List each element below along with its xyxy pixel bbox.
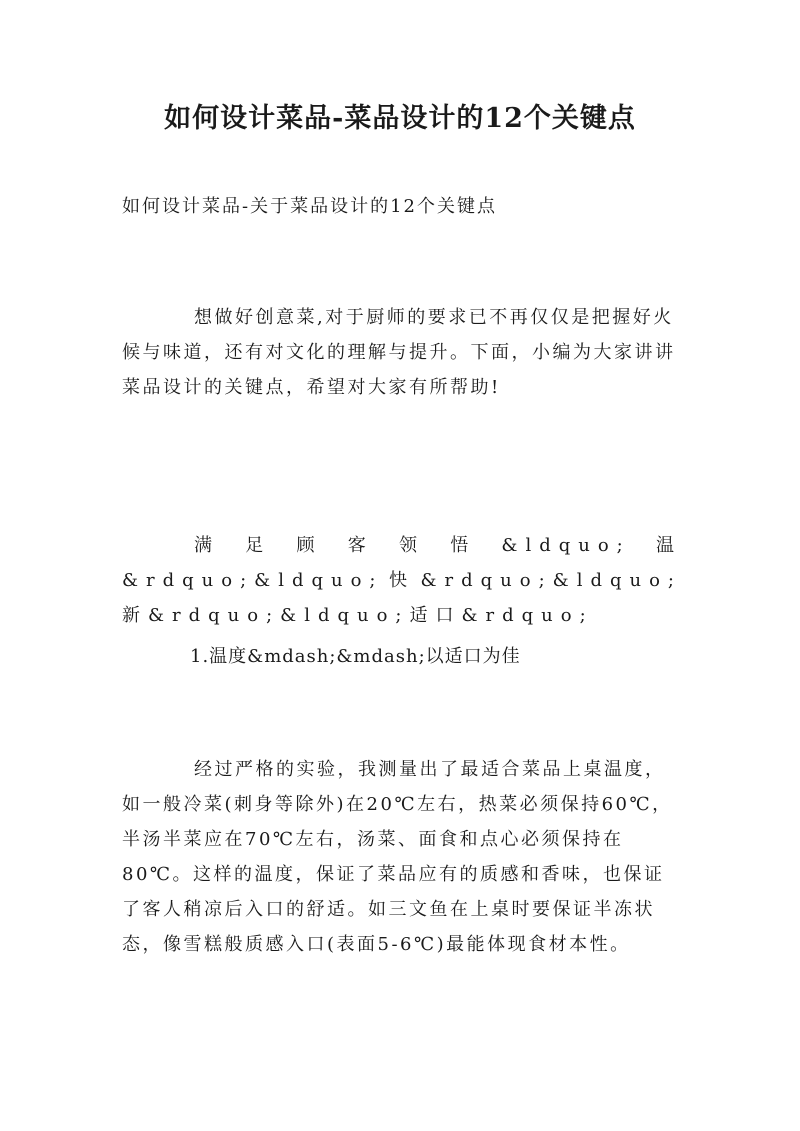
intro-paragraph: 想做好创意菜,对于厨师的要求已不再仅仅是把握好火候与味道，还有对文化的理解与提升。下面，小编为大家讲讲菜品设计的关键点，希望对大家有所帮助! xyxy=(122,307,676,398)
section-heading: 满足顾客领悟&ldquo;温&rdquo;&ldquo;快&rdquo;&ldquo;新&rdquo;&ldquo;适口&rdquo; xyxy=(122,535,682,626)
item-1-title: 1.温度&mdash;&mdash;以适口为佳 xyxy=(190,646,521,667)
document-subtitle: 如何设计菜品-关于菜品设计的12个关键点 xyxy=(122,196,497,217)
item-1-body: 经过严格的实验，我测量出了最适合菜品上桌温度，如一般冷菜(刺身等除外)在20℃左右，热菜必须保持60℃，半汤半菜应在70℃左右，汤菜、面食和点心必须保持在80℃。这样的温度，保证了菜品应有的质感和香味，也保证了客人稍凉后入口的舒适。如三文鱼在上桌时要保证半冻状态，像雪糕般质感入口(表面5-6℃)最能体现食材本性。 xyxy=(122,759,673,955)
document-title: 如何设计菜品-菜品设计的12个关键点 xyxy=(164,103,636,134)
